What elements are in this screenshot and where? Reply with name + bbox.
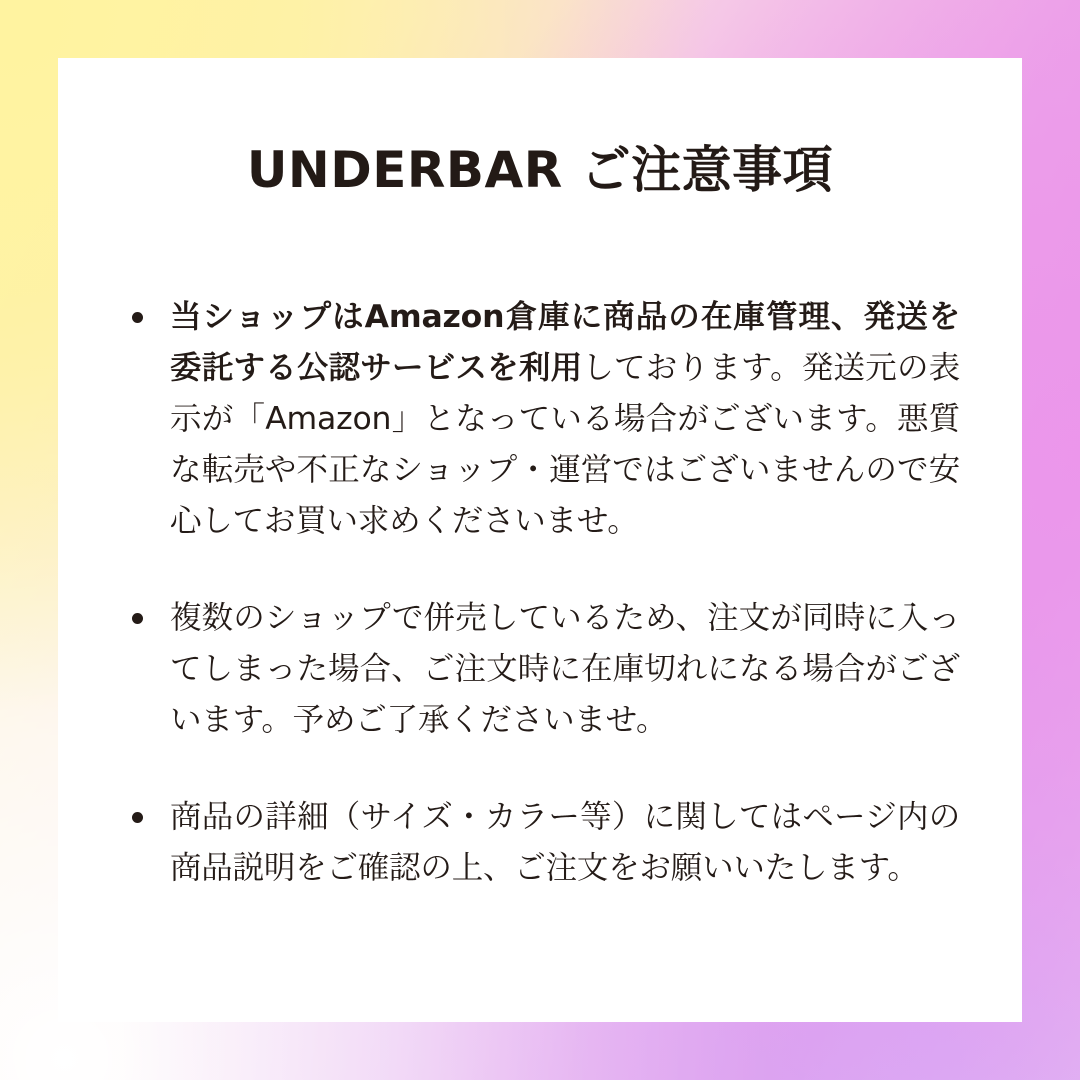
notice-text-1	[170, 292, 960, 547]
list-item	[120, 593, 960, 746]
list-item	[120, 292, 960, 547]
notice-card	[58, 58, 1022, 1022]
notice-text-3: 商品の詳細（サイズ・カラー等）に関してはページ内の商品説明をご確認の上、ご注文をお願いいたします。	[170, 799, 960, 887]
notice-text-2: 複数のショップで併売しているため、注文が同時に入ってしまった場合、ご注文時に在庫切れになる場合がございます。予めご了承くださいませ。	[170, 600, 960, 739]
notice-list	[120, 292, 960, 894]
notice-text-1-rest: しております。発送元の表示が「Amazon」となっている場合がございます。悪質な転売や不正なショップ・運営ではございませんので安心してお買い求めくださいませ。	[170, 350, 960, 540]
notice-text-1-bold: 当ショップはAmazon倉庫に商品の在庫管理、発送を委託する公認サービスを利用	[170, 299, 960, 387]
bullet-dot-icon	[132, 613, 143, 624]
bullet-dot-icon	[132, 812, 143, 823]
bullet-dot-icon	[132, 312, 143, 323]
list-item	[120, 792, 960, 894]
page-title: UNDERBAR ご注意事項	[246, 141, 834, 199]
